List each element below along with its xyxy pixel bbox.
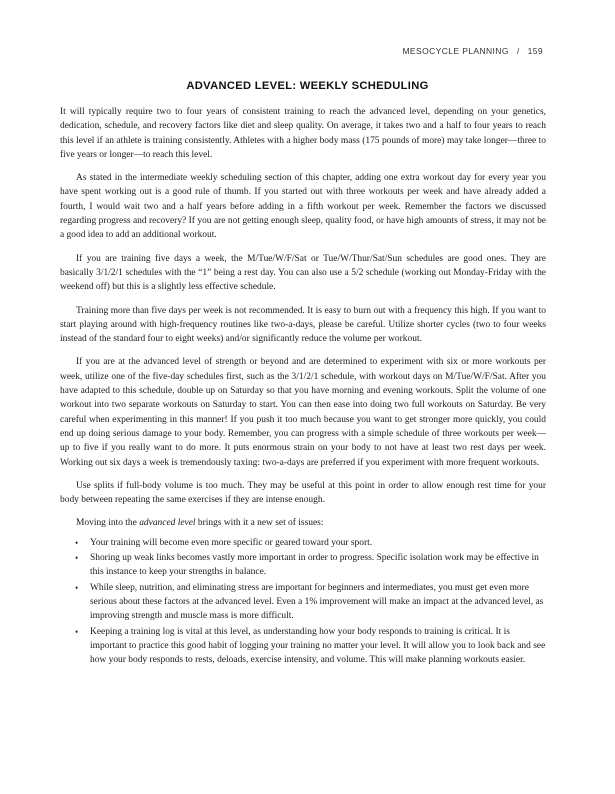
paragraph: As stated in the intermediate weekly scheduling section of this chapter, adding one extra workout day for every year you have spent working out is a good rule of thumb. If you started out with three workouts per week and have already added a fourth, I would wait two and a half years before adding in a fifth workout per week. Remember the factors we discussed regarding progress and recovery? If you are not getting enough sleep, quality food, or have high amounts of stress, it may not be a good idea to add an additional workout. <box>60 173 546 241</box>
bullet-icon: • <box>75 626 79 637</box>
list-item <box>60 625 546 668</box>
paragraph: It will typically require two to four years of consistent training to reach the advanced level, depending on your genetics, dedication, schedule, and recovery factors like diet and sleep quality. On average, it takes two and a half to four years to reach this level if an athlete is training consistently. Athletes with a higher body mass (175 pounds of more) may take longer—three to five years or longer—to reach this level. <box>60 107 546 160</box>
list-intro <box>60 516 546 530</box>
section-title: ADVANCED LEVEL: WEEKLY SCHEDULING <box>186 80 429 92</box>
paragraph: Use splits if full-body volume is too much. They may be useful at this point in order to allow enough rest time for your body between repeating the same exercises if they are intense enough. <box>60 480 546 506</box>
list-item-text: Keeping a training log is vital at this level, as understanding how your body responds to training is critical. It is important to practice this good habit of logging your training no matter your level. It will allow you to look back and see how your body responds to rests, deloads, exercise intensity, and volume. This will make planning workouts easier. <box>90 626 546 666</box>
bullet-icon: • <box>75 537 79 548</box>
list-item-text: Your training will become even more specific or geared toward your sport. <box>90 537 373 548</box>
list-item <box>60 581 546 624</box>
bullet-icon: • <box>75 582 79 593</box>
paragraph: Training more than five days per week is not recommended. It is easy to burn out with a frequency this high. If you want to start playing around with high-frequency routines like two-a-days, please be careful. Utilize shorter cycles (two to four weeks instead of the standard four to eight weeks) and/or significantly reduce the volume per workout. <box>60 305 546 345</box>
list-intro-before: Moving into the <box>76 518 140 529</box>
paragraph: If you are training five days a week, the M/Tue/W/F/Sat or Tue/W/Thur/Sat/Sun schedules are good ones. They are basically 3/1/2/1 schedules with the “1” being a rest day. You can also use a 5/2 schedule (working out Monday-Friday with the weekend off) but this is a slightly less effective schedule. <box>60 253 546 293</box>
running-header-separator: / <box>516 46 520 56</box>
page-number: 159 <box>527 46 543 56</box>
list-item <box>60 536 546 550</box>
list-item-text: While sleep, nutrition, and eliminating stress are important for beginners and intermediates, you must get even more serious about these factors at the advanced level. Even a 1% improvement will make an impact at the advanced level, as improving strength and muscle mass is more difficult. <box>90 582 544 622</box>
bullet-icon: • <box>75 553 79 564</box>
running-header-section: MESOCYCLE PLANNING <box>402 46 509 56</box>
list-item <box>60 551 546 580</box>
running-header <box>402 46 543 56</box>
issues-list <box>60 536 546 668</box>
list-intro-after: brings with it a new set of issues: <box>195 518 324 529</box>
body-text <box>60 105 546 668</box>
list-item-text: Shoring up weak links becomes vastly more important in order to progress. Specific isolation work may be effective in this instance to keep your strengths in balance. <box>90 553 539 578</box>
paragraph: If you are at the advanced level of strength or beyond and are determined to experiment with six or more workouts per week, utilize one of the five-day schedules first, such as the 3/1/2/1 schedule, with workout days on M/Tue/W/F/Sat. After you have adapted to this schedule, double up on Saturday so that you have morning and evening workouts. Split the volume of one workout into two separate workouts on Saturday to start. You can then ease into doing two full workouts on Saturday. Be very careful when experimenting in this manner! If you push it too much because you want to get stronger more quickly, you could end up doing serious damage to your body. Remember, you can progress with a simple schedule of three workouts per week—up to five if you really want to do more. It puts enormous strain on your body to not have at least two rest days per week. Working out six days a week is tremendously taxing: two-a-days are preferred if you experiment with more frequent workouts. <box>60 357 546 468</box>
list-intro-emphasis: advanced level <box>139 518 196 529</box>
